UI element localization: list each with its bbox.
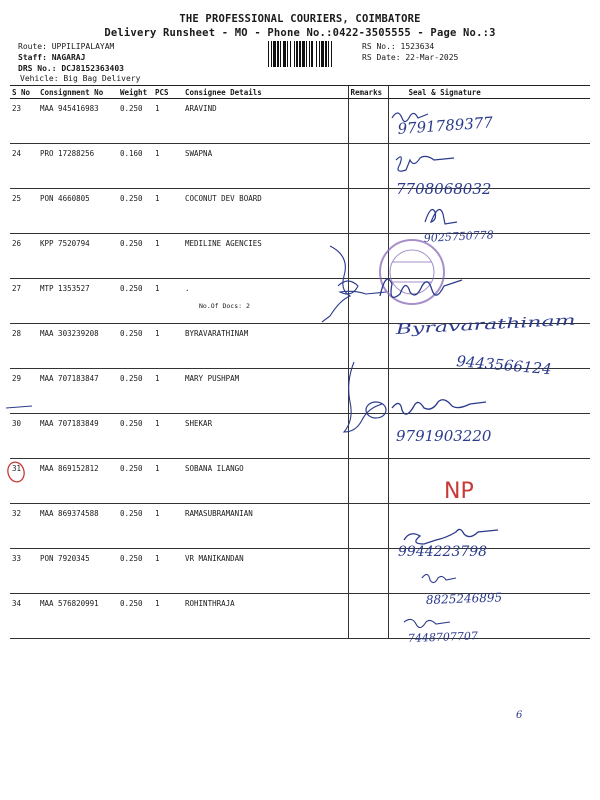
barcode-bar xyxy=(273,41,276,67)
cell-weight-text: 0.250 xyxy=(120,419,143,428)
barcode-bar xyxy=(290,41,291,67)
barcode-bar xyxy=(268,41,269,67)
cell-consignee-text: BYRAVARATHINAM xyxy=(185,329,249,338)
cell-consignment-no-text: MAA 945416983 xyxy=(40,104,99,113)
cell-remarks xyxy=(348,504,388,549)
barcode-bar xyxy=(321,41,324,67)
phone-25: 9025750778 xyxy=(423,228,495,245)
cell-pcs-text: 1 xyxy=(155,284,160,293)
cell-weight xyxy=(118,369,153,414)
table-row xyxy=(10,99,590,144)
col-signature: Seal & Signature xyxy=(388,86,590,99)
cell-sno-text: 28 xyxy=(12,329,22,338)
barcode-bar xyxy=(280,41,281,67)
cell-remarks xyxy=(348,99,388,144)
cell-consignment-no xyxy=(38,324,118,369)
barcode xyxy=(268,41,354,67)
phone-32: 9944223798 xyxy=(398,544,488,560)
cell-consignee-text: SHEKAR xyxy=(185,419,213,428)
cell-weight xyxy=(118,324,153,369)
cell-pcs xyxy=(153,144,183,189)
barcode-bar xyxy=(309,41,310,67)
cell-consignment-no-text: MAA 707183849 xyxy=(40,419,99,428)
phone-34: 7448707707 xyxy=(407,629,479,645)
cell-signature xyxy=(388,504,590,549)
cell-consignee xyxy=(183,549,348,594)
cell-sno-text: 33 xyxy=(12,554,22,563)
cell-consignment-no-text: MAA 707183847 xyxy=(40,374,99,383)
phone-33: 8825246895 xyxy=(425,590,503,607)
cell-weight-text: 0.250 xyxy=(120,374,143,383)
cell-weight-text: 0.160 xyxy=(120,149,143,158)
col-weight: Weight xyxy=(118,86,153,99)
cell-pcs-text: 1 xyxy=(155,104,160,113)
barcode-bar xyxy=(283,41,286,67)
cell-consignee-text: SWAPNA xyxy=(185,149,213,158)
phone-24: 7708068032 xyxy=(396,180,492,198)
footer-mark: 6 xyxy=(516,710,523,721)
cell-weight-text: 0.250 xyxy=(120,239,143,248)
cell-weight-text: 0.250 xyxy=(120,194,143,203)
cell-sno-text: 29 xyxy=(12,374,22,383)
cell-pcs xyxy=(153,279,183,324)
cell-pcs xyxy=(153,504,183,549)
table-row xyxy=(10,459,590,504)
docs-count-note: No.Of Docs: 2 xyxy=(199,302,250,310)
cell-weight-text: 0.250 xyxy=(120,509,143,518)
cell-sno-text: 24 xyxy=(12,149,22,158)
cell-consignment-no xyxy=(38,504,118,549)
cell-weight xyxy=(118,414,153,459)
cell-pcs xyxy=(153,324,183,369)
cell-consignment-no-text: MAA 576820991 xyxy=(40,599,99,608)
cell-remarks xyxy=(348,369,388,414)
barcode-bar xyxy=(271,41,272,67)
cell-consignment-no xyxy=(38,99,118,144)
table-row xyxy=(10,234,590,279)
cell-consignee xyxy=(183,504,348,549)
runsheet-subtitle: Delivery Runsheet - MO - Phone No.:0422-3505555 - Page No.:3 xyxy=(104,27,496,39)
cell-pcs-text: 1 xyxy=(155,374,160,383)
cell-pcs-text: 1 xyxy=(155,509,160,518)
table-row xyxy=(10,144,590,189)
cell-pcs xyxy=(153,549,183,594)
barcode-bar xyxy=(319,41,320,67)
cell-consignee xyxy=(183,324,348,369)
cell-consignment-no xyxy=(38,459,118,504)
barcode-bar xyxy=(299,41,301,67)
col-consignment: Consignment No xyxy=(38,86,118,99)
cell-consignment-no-text: MAA 869374588 xyxy=(40,509,99,518)
cell-sno xyxy=(10,504,38,549)
cell-sno xyxy=(10,324,38,369)
cell-remarks xyxy=(348,324,388,369)
table-row xyxy=(10,504,590,549)
table-row xyxy=(10,369,590,414)
company-title: THE PROFESSIONAL COURIERS, COIMBATORE xyxy=(179,13,421,25)
cell-consignment-no-text: KPP 7520794 xyxy=(40,239,90,248)
cell-weight-text: 0.250 xyxy=(120,464,143,473)
cell-sno-text: 32 xyxy=(12,509,22,518)
cell-sno-text: 30 xyxy=(12,419,22,428)
cell-consignment-no xyxy=(38,549,118,594)
cell-pcs xyxy=(153,369,183,414)
cell-remarks xyxy=(348,549,388,594)
cell-consignment-no xyxy=(38,594,118,639)
cell-pcs-text: 1 xyxy=(155,419,160,428)
table-row xyxy=(10,594,590,639)
cell-weight xyxy=(118,549,153,594)
cell-consignee xyxy=(183,189,348,234)
cell-weight-text: 0.250 xyxy=(120,329,143,338)
cell-weight xyxy=(118,504,153,549)
cell-consignee xyxy=(183,144,348,189)
cell-pcs-text: 1 xyxy=(155,329,160,338)
cell-consignment-no xyxy=(38,369,118,414)
barcode-bar xyxy=(311,41,313,67)
cell-sno xyxy=(10,279,38,324)
barcode-bar xyxy=(294,41,295,67)
drs-label: DRS No.: DCJ8152363403 xyxy=(18,64,124,73)
cell-remarks xyxy=(348,594,388,639)
cell-consignment-no-text: PON 4660805 xyxy=(40,194,90,203)
cell-sno-text: 26 xyxy=(12,239,22,248)
cell-sno xyxy=(10,99,38,144)
cell-weight xyxy=(118,99,153,144)
cell-pcs xyxy=(153,594,183,639)
cell-consignee xyxy=(183,279,348,324)
cell-remarks xyxy=(348,414,388,459)
cell-consignee-text: ARAVIND xyxy=(185,104,217,113)
cell-consignee-text: SOBANA ILANGO xyxy=(185,464,244,473)
cell-sno xyxy=(10,414,38,459)
cell-consignment-no xyxy=(38,234,118,279)
cell-pcs xyxy=(153,99,183,144)
cell-consignment-no-text: MAA 869152812 xyxy=(40,464,99,473)
col-sno: S No xyxy=(10,86,38,99)
cell-weight-text: 0.250 xyxy=(120,599,143,608)
rs-number: RS No.: 1523634 xyxy=(362,42,435,51)
barcode-bar xyxy=(296,41,298,67)
phone-30: 9791903220 xyxy=(396,427,492,445)
cell-consignment-no-text: PON 7920345 xyxy=(40,554,90,563)
barcode-bar xyxy=(287,41,288,67)
signature-28: Byravarathinam xyxy=(395,316,511,338)
cell-sno-text: 27 xyxy=(12,284,22,293)
cell-remarks xyxy=(348,144,388,189)
cell-sno xyxy=(10,189,38,234)
cell-consignee-text: MEDILINE AGENCIES xyxy=(185,239,262,248)
cell-sno-text: 34 xyxy=(12,599,22,608)
cell-consignee xyxy=(183,234,348,279)
cell-consignee xyxy=(183,459,348,504)
cell-weight xyxy=(118,144,153,189)
phone-29: 9443566124 xyxy=(455,352,553,379)
cell-consignee xyxy=(183,99,348,144)
cell-pcs xyxy=(153,414,183,459)
route-label: Route: UPPILIPALAYAM xyxy=(18,42,115,51)
cell-sno-text: 31 xyxy=(12,464,22,473)
cell-pcs-text: 1 xyxy=(155,464,160,473)
cell-weight xyxy=(118,459,153,504)
cell-consignee xyxy=(183,414,348,459)
barcode-bar xyxy=(331,41,332,67)
cell-pcs xyxy=(153,189,183,234)
cell-weight xyxy=(118,594,153,639)
cell-weight xyxy=(118,234,153,279)
table-row xyxy=(10,189,590,234)
barcode-bar xyxy=(306,41,307,67)
cell-consignee xyxy=(183,594,348,639)
rs-date: RS Date: 22-Mar-2025 xyxy=(362,53,459,62)
cell-consignee xyxy=(183,369,348,414)
cell-sno xyxy=(10,144,38,189)
cell-consignee-text: VR MANIKANDAN xyxy=(185,554,244,563)
cell-consignee-text: COCONUT DEV BOARD xyxy=(185,194,262,203)
col-remarks: Remarks xyxy=(348,86,388,99)
cell-pcs xyxy=(153,459,183,504)
cell-weight-text: 0.250 xyxy=(120,554,143,563)
cell-consignment-no xyxy=(38,144,118,189)
np-mark-31: NP xyxy=(444,479,474,504)
cell-sno-text: 25 xyxy=(12,194,22,203)
cell-consignee-text: . xyxy=(185,284,190,293)
phone-23: 9791789377 xyxy=(397,113,494,138)
cell-pcs-text: 1 xyxy=(155,599,160,608)
cell-consignment-no xyxy=(38,414,118,459)
barcode-bar xyxy=(328,41,329,67)
cell-pcs-text: 1 xyxy=(155,149,160,158)
cell-signature xyxy=(388,369,590,414)
cell-consignee-text: RAMASUBRAMANIAN xyxy=(185,509,253,518)
cell-pcs xyxy=(153,234,183,279)
cell-sno xyxy=(10,594,38,639)
cell-remarks xyxy=(348,189,388,234)
cell-remarks xyxy=(348,459,388,504)
cell-consignment-no xyxy=(38,189,118,234)
cell-sno xyxy=(10,549,38,594)
cell-consignee-text: ROHINTHRAJA xyxy=(185,599,235,608)
cell-pcs-text: 1 xyxy=(155,239,160,248)
cell-pcs-text: 1 xyxy=(155,194,160,203)
staff-label: Staff: NAGARAJ xyxy=(18,53,86,62)
cell-consignment-no xyxy=(38,279,118,324)
cell-consignee-text: MARY PUSHPAM xyxy=(185,374,240,383)
cell-sno-text: 23 xyxy=(12,104,22,113)
cell-consignment-no-text: MAA 303239208 xyxy=(40,329,99,338)
barcode-bar xyxy=(325,41,327,67)
cell-consignment-no-text: PRO 17288256 xyxy=(40,149,95,158)
table-row xyxy=(10,549,590,594)
cell-consignment-no-text: MTP 1353527 xyxy=(40,284,90,293)
cell-weight-text: 0.250 xyxy=(120,104,143,113)
barcode-bar xyxy=(316,41,317,67)
barcode-bar xyxy=(302,41,305,67)
cell-weight-text: 0.250 xyxy=(120,284,143,293)
cell-remarks xyxy=(348,234,388,279)
vehicle-label: Vehicle: Big Bag Delivery xyxy=(20,74,141,83)
cell-weight xyxy=(118,189,153,234)
cell-pcs-text: 1 xyxy=(155,554,160,563)
cell-signature xyxy=(388,459,590,504)
col-consignee: Consignee Details xyxy=(183,86,348,99)
barcode-bar xyxy=(277,41,279,67)
cell-sno xyxy=(10,234,38,279)
table-header-row xyxy=(10,86,590,99)
col-pcs: PCS xyxy=(153,86,183,99)
table-row xyxy=(10,414,590,459)
cell-weight xyxy=(118,279,153,324)
